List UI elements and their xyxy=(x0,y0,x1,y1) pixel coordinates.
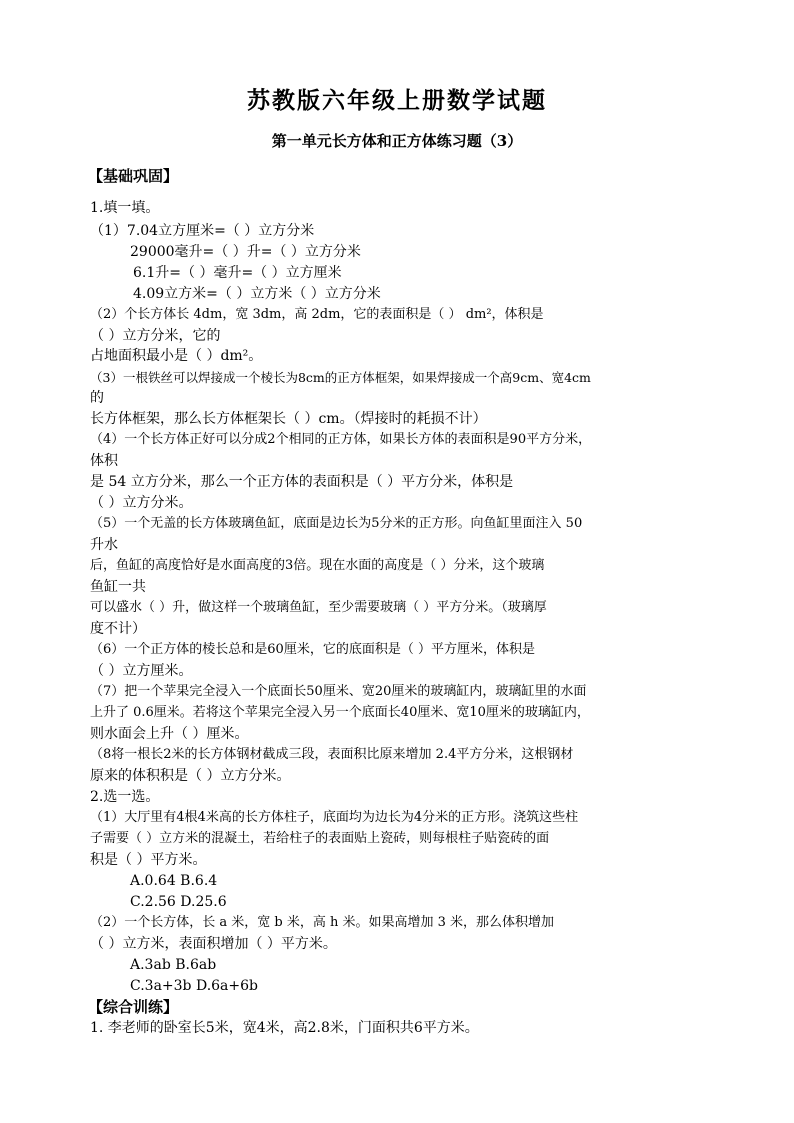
question-line: 长方体框架，那么长方体框架长（ ）cm。（焊接时的耗损不计） xyxy=(90,411,487,427)
question-line: 子需要（ ）立方米的混凝土，若给柱子的表面贴上瓷砖，则每根柱子贴瓷砖的面 xyxy=(90,831,550,846)
question-line: 1. 李老师的卧室长5米，宽4米，高2.8米，门面积共6平方米。 xyxy=(90,1020,479,1036)
question-line: （ ）立方分米，它的 xyxy=(90,328,221,344)
question-line: 则水面会上升（ ）厘米。 xyxy=(90,726,249,742)
question-line: 积是（ ）平方米。 xyxy=(90,852,207,868)
question-line: 上升了 0.6厘米。若将这个苹果完全浸入另一个底面长40厘米、宽10厘米的玻璃缸内， xyxy=(90,705,590,720)
question-line: 1.填一填。 xyxy=(90,200,160,216)
option-line: A.0.64 B.6.4 xyxy=(130,873,218,889)
section-heading-comprehensive: 【综合训练】 xyxy=(88,998,179,1016)
section-heading-basic: 【基础巩固】 xyxy=(88,167,179,185)
option-line: C.2.56 D.25.6 xyxy=(130,894,227,910)
question-line: 4.09立方米=（ ）立方米（ ）立方分米 xyxy=(133,286,381,302)
question-line: 的 xyxy=(90,390,104,406)
question-line: （2）一个长方体，长 a 米，宽 b 米，高 h 米。如果高增加 3 米，那么体积增加 xyxy=(90,915,555,930)
question-line: 可以盛水（ ）升，做这样一个玻璃鱼缸，至少需要玻璃（ ）平方分米。（玻璃厚 xyxy=(90,600,547,615)
question-line: （ ）立方分米。 xyxy=(90,495,193,511)
question-line: 后，鱼缸的高度恰好是水面高度的3倍。现在水面的高度是（ ）分米，这个玻璃 xyxy=(90,558,545,573)
question-line: （4）一个长方体正好可以分成2个相同的正方体，如果长方体的表面积是90平方分米， xyxy=(90,432,592,447)
question-line: （1）大厅里有4根4米高的长方体柱子，底面均为边长为4分米的正方形。浇筑这些柱 xyxy=(90,810,579,825)
question-line: （1）7.04立方厘米=（ ）立方分米 xyxy=(90,223,315,239)
question-line: （5）一个无盖的长方体玻璃鱼缸，底面是边长为5分米的正方形。向鱼缸里面注入 50 xyxy=(90,516,583,531)
question-line: （ ）立方厘米。 xyxy=(90,663,193,679)
question-line: 升水 xyxy=(90,537,118,553)
question-line: （2）个长方体长 4dm，宽 3dm，高 2dm，它的表面积是（ ） dm²，体积是 xyxy=(90,307,544,322)
question-line: （8将一根长2米的长方体钢材截成三段，表面积比原来增加 2.4平方分米，这根钢材 xyxy=(90,747,574,762)
question-line: （6）一个正方体的棱长总和是60厘米，它的底面积是（ ）平方厘米，体积是 xyxy=(90,642,535,657)
question-line: 2.选一选。 xyxy=(90,789,160,805)
page-title: 苏教版六年级上册数学试题 xyxy=(247,87,547,114)
question-line: 占地面积最小是（ ）dm²。 xyxy=(90,348,263,364)
option-line: C.3a+3b D.6a+6b xyxy=(130,978,258,994)
question-line: 29000毫升=（ ）升=（ ）立方分米 xyxy=(130,244,361,260)
question-line: （ ）立方米，表面积增加（ ）平方米。 xyxy=(90,936,337,952)
question-line: 度不计） xyxy=(90,621,146,637)
question-line: 原来的体积积是（ ）立方分米。 xyxy=(90,768,291,784)
question-line: 是 54 立方分米，那么一个正方体的表面积是（ ）平方分米，体积是 xyxy=(90,474,514,490)
question-line: （7）把一个苹果完全浸入一个底面长50厘米、宽20厘米的玻璃缸内，玻璃缸里的水面 xyxy=(90,684,587,699)
page-subtitle: 第一单元长方体和正方体练习题（3） xyxy=(271,132,523,150)
question-line: 鱼缸一共 xyxy=(90,579,146,595)
question-line: 体积 xyxy=(90,453,118,469)
question-line: 6.1升=（ ）毫升=（ ）立方厘米 xyxy=(133,265,342,281)
option-line: A.3ab B.6ab xyxy=(130,957,217,973)
question-line: （3）一根铁丝可以焊接成一个棱长为8cm的正方体框架，如果焊接成一个高9cm、宽4cm xyxy=(90,370,591,385)
